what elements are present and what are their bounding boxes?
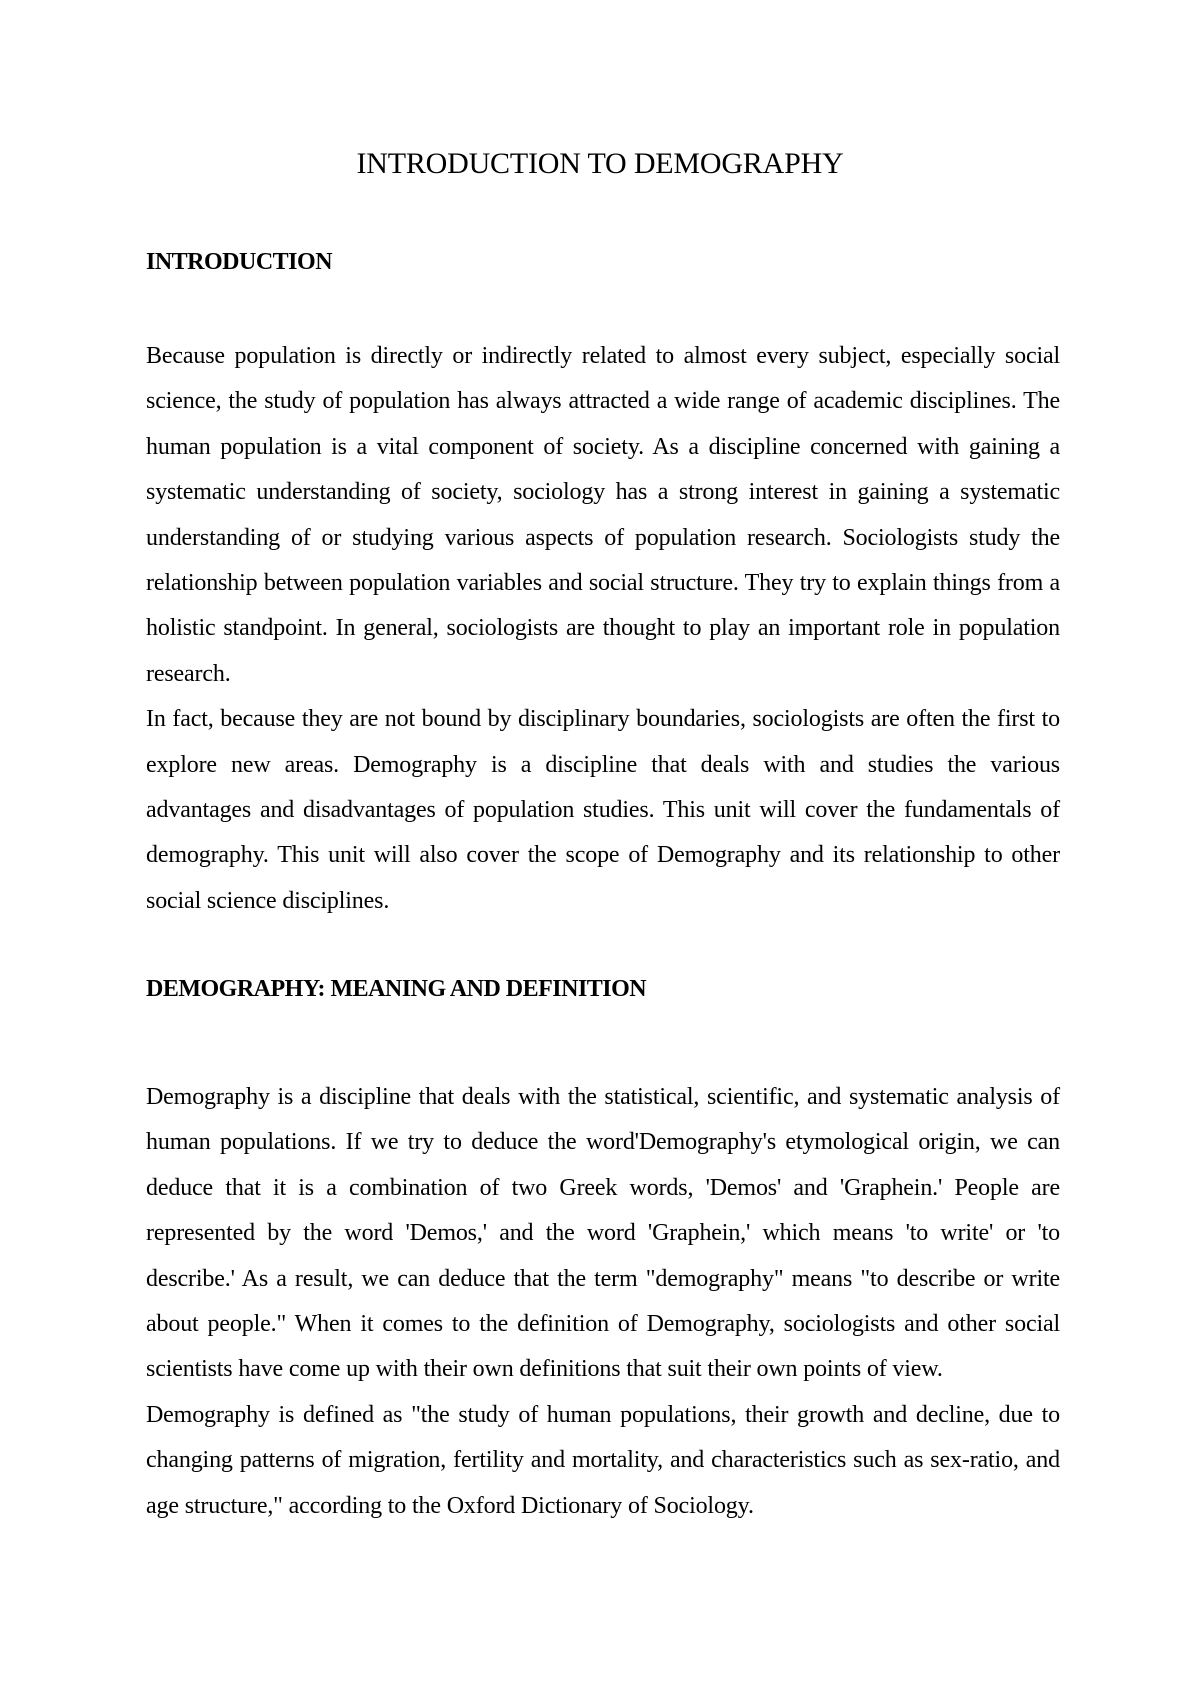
paragraph: Because population is directly or indirectly related to almost every subject, especially social science, the study of population has always attracted a wide range of academic disciplines. The human population is a vital component of society. As a discipline concerned with gaining a systematic understanding of society, sociology has a strong interest in gaining a systematic understanding of or studying various aspects of population research. Sociologists study the relationship between population variables and social structure. They try to explain things from a holistic standpoint. In general, sociologists are thought to play an important role in population research. — [146, 343, 1060, 687]
section-body-meaning-and-definition — [146, 1075, 1060, 1529]
section-heading-introduction: INTRODUCTION — [146, 249, 333, 275]
section-body-introduction — [146, 334, 1060, 924]
paragraph: Demography is defined as "the study of human populations, their growth and decline, due to changing patterns of migration, fertility and mortality, and characteristics such as sex-ratio, and age structure," according to the Oxford Dictionary of Sociology. — [146, 1401, 1060, 1519]
paragraph: In fact, because they are not bound by disciplinary boundaries, sociologists are often the first to explore new areas. Demography is a discipline that deals with and studies the various advantages and disadvantages of population studies. This unit will cover the fundamentals of demography. This unit will also cover the scope of Demography and its relationship to other social science disciplines. — [146, 706, 1060, 914]
section-heading-meaning-and-definition: DEMOGRAPHY: MEANING AND DEFINITION — [146, 976, 647, 1002]
document-title: INTRODUCTION TO DEMOGRAPHY — [356, 147, 844, 180]
paragraph: Demography is a discipline that deals with the statistical, scientific, and systematic analysis of human populations. If we try to deduce the word'Demography's etymological origin, we can deduce that it is a combination of two Greek words, 'Demos' and 'Graphein.' People are represented by the word 'Demos,' and the word 'Graphein,' which means 'to write' or 'to describe.' As a result, we can deduce that the term "demography" means "to describe or write about people." When it comes to the definition of Demography, sociologists and other social scientists have come up with their own definitions that suit their own points of view. — [146, 1084, 1060, 1383]
